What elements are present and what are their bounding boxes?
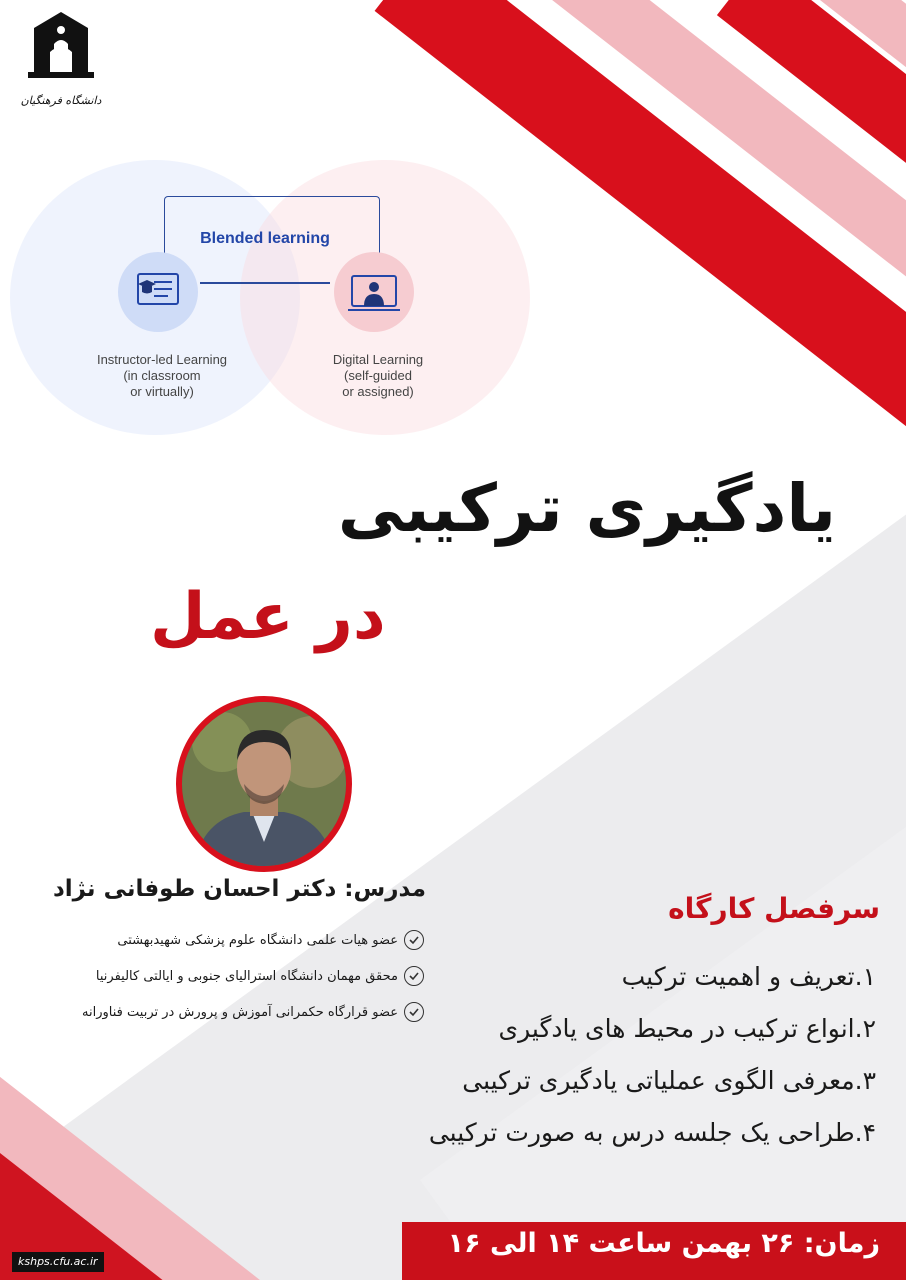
diagram-title: Blended learning <box>200 230 330 247</box>
digital-learning-caption <box>278 352 478 400</box>
instructor-icon-bg <box>118 252 198 332</box>
credential-text: عضو قرارگاه حکمرانی آموزش و پرورش در تربیت فناورانه <box>82 1004 398 1020</box>
instructor-led-caption <box>62 352 262 400</box>
outline-item: ۳.معرفی الگوی عملیاتی یادگیری ترکیبی <box>462 1066 876 1095</box>
credential-item <box>82 1002 424 1022</box>
university-logo <box>16 8 106 112</box>
check-icon <box>404 930 424 950</box>
outline-item: ۴.طراحی یک جلسه درس به صورت ترکیبی <box>428 1118 876 1147</box>
blended-learning-diagram <box>0 150 560 450</box>
poster-title: یادگیری ترکیبی <box>337 470 836 547</box>
check-icon <box>404 1002 424 1022</box>
website-url: kshps.cfu.ac.ir <box>12 1252 104 1272</box>
instructor-name: مدرس: دکتر احسان طوفانی نژاد <box>52 876 426 902</box>
event-time: زمان: ۲۶ بهمن ساعت ۱۴ الی ۱۶ <box>447 1228 880 1259</box>
outline-title: سرفصل کارگاه <box>668 892 880 925</box>
caption-line: Instructor-led Learning <box>96 352 228 367</box>
teacher-board-icon <box>118 252 198 332</box>
digital-icon-bg <box>334 252 414 332</box>
caption-line: Digital Learning <box>332 352 424 367</box>
monitor-user-icon <box>334 252 414 332</box>
caption-line: (in classroom <box>123 368 201 383</box>
university-emblem-icon <box>16 8 106 92</box>
credential-text: محقق مهمان دانشگاه استرالیای جنوبی و ایالتی کالیفرنیا <box>95 968 398 984</box>
outline-item: ۱.تعریف و اهمیت ترکیب <box>621 962 876 991</box>
caption-line: or assigned) <box>342 384 414 399</box>
credential-text: عضو هیات علمی دانشگاه علوم پزشکی شهیدبهشتی <box>117 932 398 948</box>
caption-line: (self-guided <box>344 368 412 383</box>
instructor-photo <box>176 696 352 872</box>
credential-item <box>96 966 424 986</box>
check-icon <box>404 966 424 986</box>
caption-line: or virtually) <box>130 384 194 399</box>
outline-item: ۲.انواع ترکیب در محیط های یادگیری <box>498 1014 876 1043</box>
diagram-connector-line <box>200 282 330 284</box>
instructor-portrait-icon <box>182 702 346 866</box>
logo-caption: دانشگاه فرهنگیان <box>20 94 102 107</box>
credential-item <box>117 930 424 950</box>
poster-subtitle: در عمل <box>150 580 386 654</box>
